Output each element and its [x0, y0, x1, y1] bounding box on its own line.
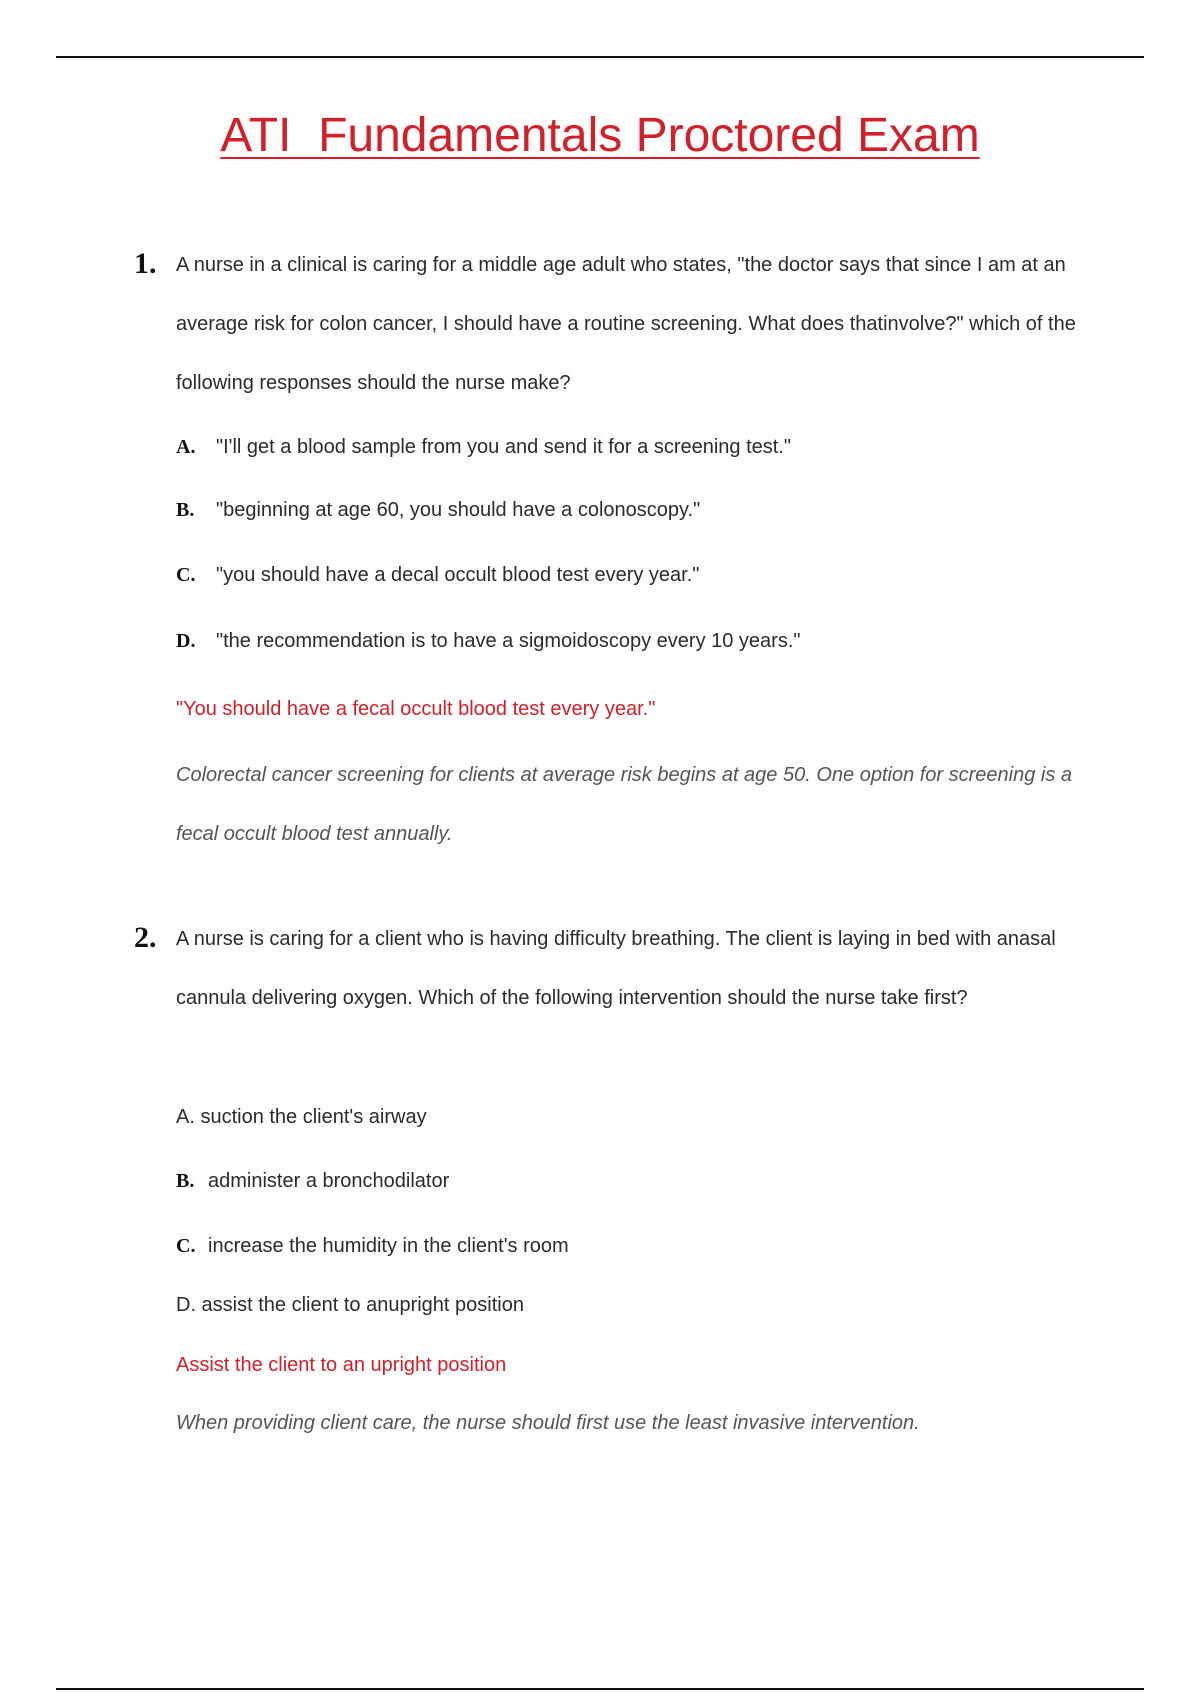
question-stem: A nurse is caring for a client who is having difficulty breathing. The client is laying in bed with anasal cannula delivering oxygen. Which of the following intervention should the nurse take first?	[176, 928, 1056, 1009]
correct-answer: "You should have a fecal occult blood test every year."	[176, 698, 656, 720]
option-text: "beginning at age 60, you should have a colonoscopy."	[216, 499, 701, 521]
option-a	[176, 433, 791, 461]
option-text: "the recommendation is to have a sigmoidoscopy every 10 years."	[216, 630, 801, 652]
question-stem: A nurse in a clinical is caring for a middle age adult who states, "the doctor says that since I am at an average risk for colon cancer, I should have a routine screening. What does thatinvolve?" which of the following responses should the nurse make?	[176, 254, 1076, 394]
question-number: 1.	[134, 247, 157, 280]
option-b	[176, 1167, 449, 1195]
correct-answer: Assist the client to an upright position	[176, 1354, 507, 1376]
option-d	[176, 1291, 524, 1319]
rationale: When providing client care, the nurse should first use the least invasive intervention.	[176, 1412, 920, 1434]
option-letter: C.	[176, 1235, 196, 1257]
option-letter: C.	[176, 564, 196, 586]
option-text: "I'll get a blood sample from you and send it for a screening test."	[216, 436, 791, 458]
option-letter: A.	[176, 436, 196, 458]
option-letter: B.	[176, 1170, 195, 1192]
option-a	[176, 1103, 427, 1131]
header-rule	[56, 56, 1144, 58]
option-text: A. suction the client's airway	[176, 1106, 427, 1128]
option-d	[176, 627, 801, 655]
rationale: Colorectal cancer screening for clients at average risk begins at age 50. One option for screening is a fecal occult blood test annually.	[176, 764, 1073, 845]
option-text: "you should have a decal occult blood test every year."	[216, 564, 700, 586]
document-title	[0, 106, 1200, 166]
option-text: D. assist the client to anupright position	[176, 1294, 524, 1316]
option-c	[176, 561, 699, 589]
option-letter: D.	[176, 630, 196, 652]
option-text: increase the humidity in the client's room	[208, 1235, 569, 1257]
option-b	[176, 496, 700, 524]
document-title-text: ATI Fundamentals Proctored Exam	[220, 109, 980, 162]
option-c	[176, 1232, 569, 1260]
question-number: 2.	[134, 921, 157, 954]
option-text: administer a bronchodilator	[208, 1170, 450, 1192]
footer-rule	[56, 1688, 1144, 1690]
option-letter: B.	[176, 499, 195, 521]
